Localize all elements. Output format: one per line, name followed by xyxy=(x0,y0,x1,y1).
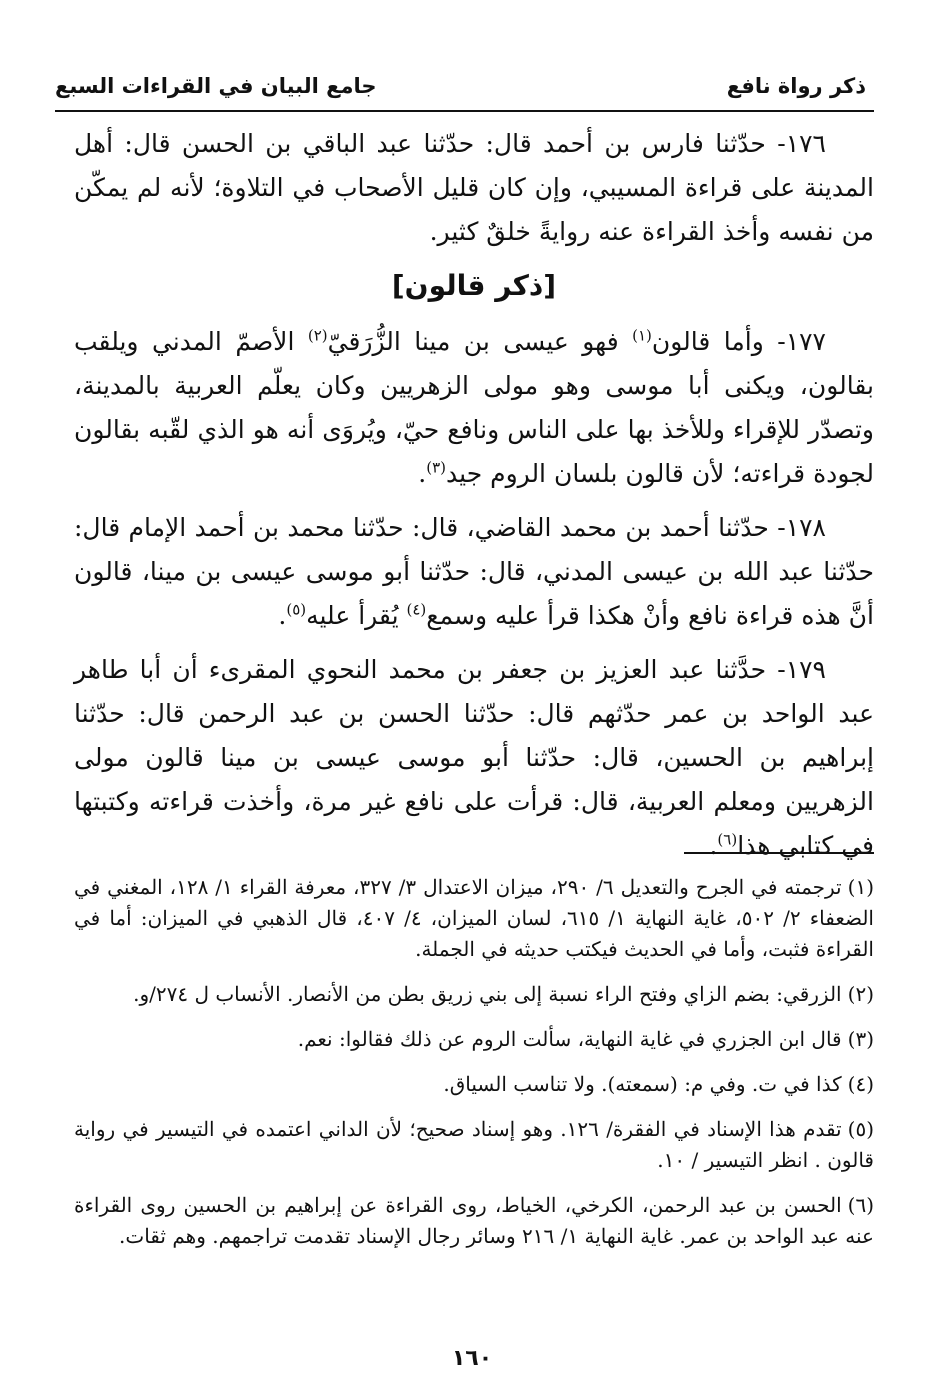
footnote-text: الزرقي: بضم الزاي وفتح الراء نسبة إلى بني زريق بطن من الأنصار. الأنساب ل ٢٧٤/و. xyxy=(133,982,842,1006)
footnote-5 xyxy=(74,1114,874,1176)
footnote-text: قال ابن الجزري في غاية النهاية، سألت الروم عن ذلك فقالوا: نعم. xyxy=(297,1027,842,1051)
footnote-ref-3[interactable]: (٣) xyxy=(426,458,447,477)
paragraph-176-text: ١٧٦- حدّثنا فارس بن أحمد قال: حدّثنا عبد الباقي بن الحسن قال: أهل المدينة على قراءة المسيبي، وإن كان قليل الأصحاب في التلاوة؛ لأنه لم يمكّن من نفسه وأخذ القراءة عنه روايةً خلقٌ كثير. xyxy=(74,129,874,246)
paragraph-177-part-c: الأصمّ المدني ويلقب بقالون، ويكنى أبا موسى وهو مولى الزهريين وكان يعلّم العربية بالمدينة، وتصدّر للإقراء وللأخذ بها على الناس ونافع حيّ، ويُروَى أنه هو الذي لقّبه بقالون لجودة قراءته؛ لأن قالون بلسان الروم جيد xyxy=(74,327,874,488)
page-number: ١٦٠ xyxy=(451,1346,493,1371)
footnote-ref-2[interactable]: (٢) xyxy=(307,326,328,345)
footnote-number: (٥) xyxy=(847,1117,875,1141)
footnote-text: تقدم هذا الإسناد في الفقرة/ ١٢٦. وهو إسناد صحيح؛ لأن الداني اعتمده في التيسير في رواية قالون . انظر التيسير / ١٠. xyxy=(74,1117,874,1172)
chapter-heading: [ذكر قالون] xyxy=(391,269,557,302)
footnote-text: كذا في ت. وفي م: (سمعته). ولا تناسب السياق. xyxy=(443,1072,842,1096)
paragraph-177-end: . xyxy=(418,459,427,488)
paragraph-178-part-b: يُقرأ عليه xyxy=(306,601,407,630)
paragraph-177 xyxy=(74,320,874,496)
footnote-number: (٣) xyxy=(847,1027,874,1051)
footnote-ref-5[interactable]: (٥) xyxy=(286,600,307,619)
footnote-ref-1[interactable]: (١) xyxy=(632,326,652,345)
footnote-number: (١) xyxy=(847,875,874,899)
footnote-separator xyxy=(684,852,874,854)
paragraph-178 xyxy=(74,506,874,638)
footnote-number: (٦) xyxy=(847,1193,874,1217)
paragraph-179-end: . xyxy=(709,831,718,860)
footnote-3 xyxy=(74,1024,874,1055)
body-text xyxy=(74,122,874,878)
footnote-ref-4[interactable]: (٤) xyxy=(406,600,427,619)
footnote-1 xyxy=(74,872,874,965)
footnote-4 xyxy=(74,1069,874,1100)
footnote-ref-6[interactable]: (٦) xyxy=(717,830,738,849)
footnote-number: (٤) xyxy=(847,1072,874,1096)
paragraph-178-part-a: ١٧٨- حدّثنا أحمد بن محمد القاضي، قال: حدّثنا محمد بن أحمد الإمام قال: حدّثنا عبد الله بن عيسى المدني، قال: حدّثنا أبو موسى عيسى بن مينا، قالون أنَّ هذه قراءة نافع وأنْ هكذا قرأ عليه وسمع xyxy=(74,513,874,630)
footnote-text: ترجمته في الجرح والتعديل ٦/ ٢٩٠، ميزان الاعتدال ٣/ ٣٢٧، معرفة القراء ١/ ١٢٨، المغني في الضعفاء ٢/ ٥٠٢، غاية النهاية ١/ ٦١٥، لسان الميزان، ٤/ ٤٠٧، قال الذهبي في الميزان: أما في القراءة فثبت، وأما في الحديث فيكتب حديثه في الجملة. xyxy=(74,875,874,961)
paragraph-179-part-a: ١٧٩- حدَّثنا عبد العزيز بن جعفر بن محمد النحوي المقرىء أن أبا طاهر عبد الواحد بن عمر حدّثهم قال: حدّثنا الحسن بن عبد الرحمن قال: حدّثنا إبراهيم بن الحسين، قال: حدّثنا أبو موسى عيسى بن مينا قالون مولى الزهريين ومعلم العربية، قال: قرأت على نافع غير مرة، وأخذت قراءته وكتبتها في كتابي هذا xyxy=(74,655,874,860)
running-header xyxy=(55,70,866,106)
footnote-2 xyxy=(74,979,874,1010)
footnotes xyxy=(74,872,874,1266)
book-title: جامع البيان في القراءات السبع xyxy=(55,74,377,98)
paragraph-178-end: . xyxy=(278,601,287,630)
footnote-6 xyxy=(74,1190,874,1252)
paragraph-179 xyxy=(74,648,874,868)
paragraph-176 xyxy=(74,122,874,254)
paragraph-177-part-a: ١٧٧- وأما قالون xyxy=(651,327,826,356)
header-rule xyxy=(55,110,874,112)
section-title: ذكر رواة نافع xyxy=(726,74,866,98)
paragraph-177-part-b: فهو عيسى بن مينا الزُّرَقيّ xyxy=(327,327,633,356)
footnote-number: (٢) xyxy=(847,982,874,1006)
footnote-text: الحسن بن عبد الرحمن، الكرخي، الخياط، روى القراءة عن إبراهيم بن الحسين روى القراءة عنه عبد الواحد بن عمر. غاية النهاية ١/ ٢١٦ وسائر رجال الإسناد تقدمت تراجمهم. وهم ثقات. xyxy=(74,1193,874,1248)
